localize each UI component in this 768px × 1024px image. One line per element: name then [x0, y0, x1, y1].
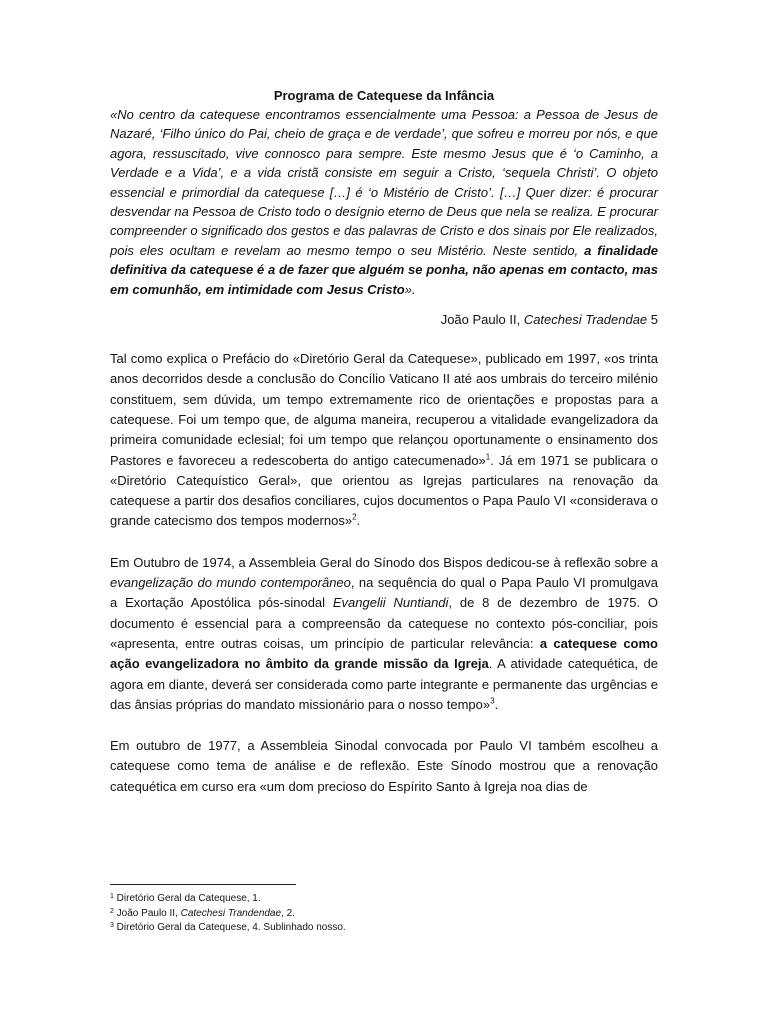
- paragraph-text: , de 8 de dezembro de 1975. O documento é essencial para a compreensão da catequese no contexto pós-conciliar, pois «apresenta, entre outras coisas, um princípio de particular relevância:: [110, 595, 658, 651]
- footnote-text: João Paulo II,: [113, 907, 181, 919]
- footnote-ref-1: 1: [485, 452, 491, 462]
- attribution-work: Catechesi Tradendae: [523, 312, 648, 328]
- paragraph-text: Tal como explica o Prefácio do «Diretório Geral da Catequese», publicado em 1997, «os trinta anos decorridos desde a conclusão do Concílio Vaticano II até aos umbrais do terceiro milénio constituem, sem dúvida, um tempo extremamente rico de orientações e propostas para a catequese. Foi um tempo que, de alguma maneira, recuperou a vitalidade evangelizadora da primeira comunidade eclesial; foi um tempo que relançou oportunamente o ensinamento dos Pastores e favoreceu a redescoberta do antigo catecumenado»: [110, 351, 658, 468]
- footnote-3: [110, 921, 658, 936]
- footnote-1: [110, 892, 658, 907]
- italic-phrase: evangelização do mundo contemporâneo: [110, 575, 351, 591]
- footnote-2: [110, 907, 658, 922]
- paragraph-text: . A atividade catequética, de agora em diante, deverá ser considerada como parte integrante e permanente das urgências e das ânsias próprias do mandato missionário para o nosso tempo»: [110, 656, 658, 712]
- footnote-ref-3: 3: [490, 696, 495, 706]
- paragraph-3: Em outubro de 1977, a Assembleia Sinodal convocada por Paulo VI também escolheu a catequese como tema de análise e de reflexão. Este Sínodo mostrou que a renovação catequética em curso era «um dom precioso do Espírito Santo à Igreja noa dias de: [110, 738, 658, 794]
- paragraph-text: , na sequência do qual o Papa Paulo VI promulgava a Exortação Apostólica pós-sinodal: [110, 575, 658, 611]
- paragraph-text: .: [356, 513, 361, 529]
- opening-quote: [110, 105, 658, 299]
- document-body: [110, 86, 658, 797]
- footnote-mark: 3: [110, 922, 114, 929]
- attribution-author: João Paulo II,: [440, 312, 524, 328]
- quote-emphasis: a finalidade definitiva da catequese é a de fazer que alguém se ponha, não apenas em contacto, mas em comunhão, em intimidade com Jesus Cristo: [110, 242, 658, 297]
- footnote-italic: Catechesi Trandendae: [180, 907, 282, 919]
- paragraph-text: Em Outubro de 1974, a Assembleia Geral do Sínodo dos Bispos dedicou-se à reflexão sobre a: [110, 554, 658, 570]
- bold-phrase: a catequese como ação evangelizadora no âmbito da grande missão da Igreja: [110, 635, 658, 672]
- footnotes: [110, 892, 658, 936]
- quote-text: «No centro da catequese encontramos essencialmente uma Pessoa: a Pessoa de Jesus de Nazaré, ‘Filho único do Pai, cheio de graça e de verdade’, que sofreu e morreu por nós, e que agora, ressuscitado, vive connosco para sempre. Este mesmo Jesus que é ‘o Caminho, a Verdade e a Vida’, e a vida cristã consiste em seguir a Cristo, ‘sequela Christi’. O objeto essencial e primordial da catequese […] é ‘o Mistério de Cristo’. […] Quer dizer: é procurar desvendar na Pessoa de Cristo todo o desígnio eterno de Deus que nela se realiza. E procurar compreender o significado dos gestos e das palavras de Cristo e dos sinais por Ele realizados, pois eles ocultam e revelam ao mesmo tempo o seu Mistério. Neste sentido,: [110, 107, 658, 258]
- footnote-text: Diretório Geral da Catequese, 4. Sublinhado nosso.: [113, 922, 346, 933]
- page-title: Programa de Catequese da Infância: [273, 88, 495, 103]
- attribution-number: 5: [647, 312, 658, 328]
- quote-attribution: [110, 310, 658, 329]
- paragraph-2: [110, 553, 658, 715]
- footnote-mark: 1: [110, 893, 114, 900]
- footnote-mark: 2: [110, 907, 114, 915]
- footnote-ref-2: 2: [352, 513, 357, 523]
- paragraph-text: . Já em 1971 se publicara o «Diretório Catequístico Geral», que orientou as Igrejas particulares na renovação da catequese a partir dos desafios conciliares, cujos documentos o Papa Paulo VI «considerava o grande catecismo dos tempos modernos»: [110, 452, 658, 529]
- paragraph-1: [110, 349, 658, 532]
- italic-title: Evangelii Nuntiandi: [332, 595, 449, 611]
- footnote-separator: [110, 884, 296, 885]
- footnote-text: , 2.: [281, 907, 295, 919]
- paragraph-text: .: [494, 696, 499, 712]
- quote-closing: ».: [404, 281, 416, 297]
- footnote-text: Diretório Geral da Catequese, 1.: [113, 893, 261, 904]
